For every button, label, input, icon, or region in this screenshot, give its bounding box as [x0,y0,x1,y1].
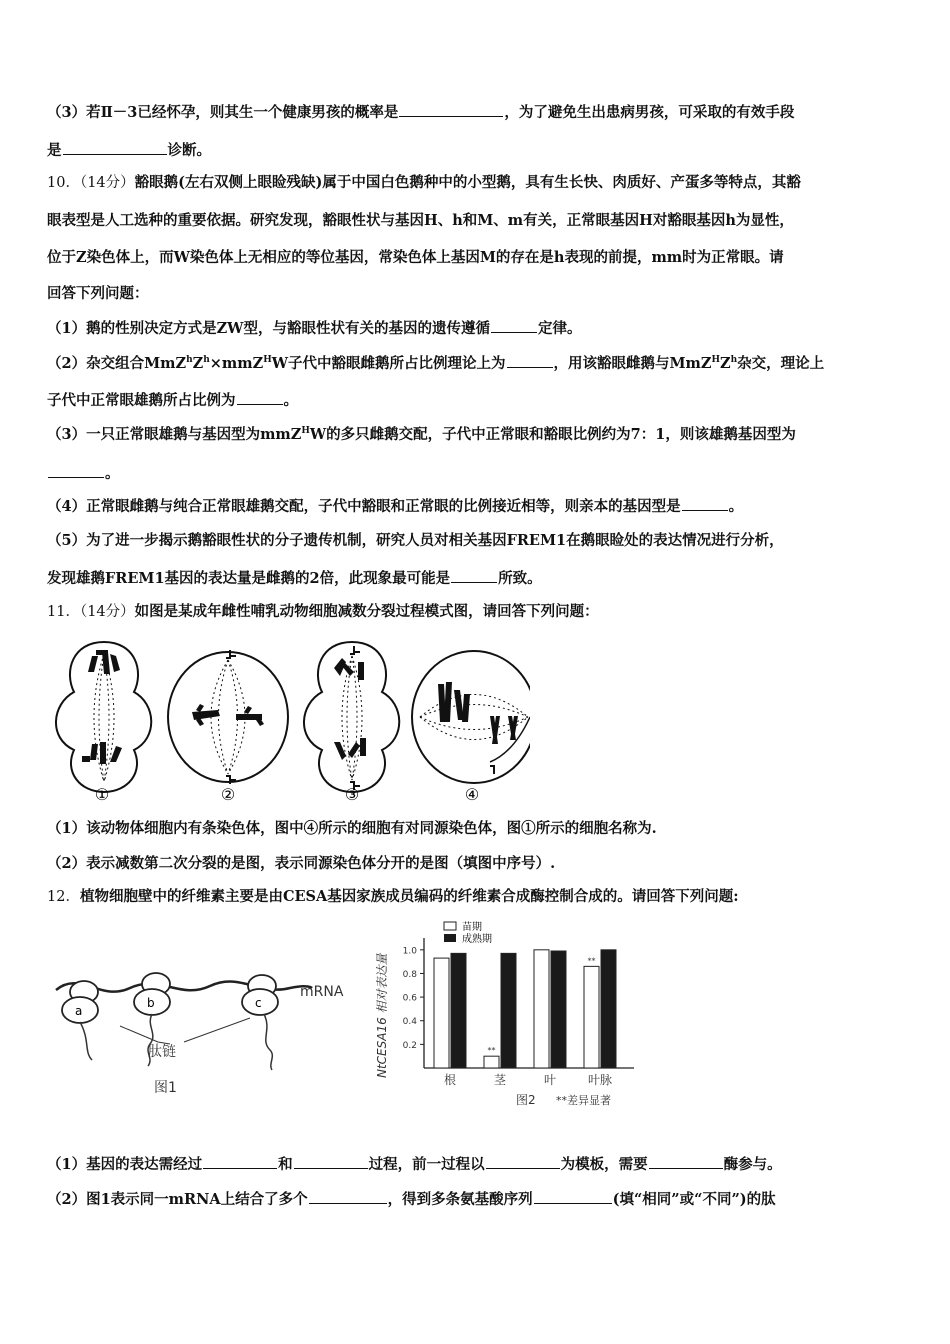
bar-mature-0 [451,953,466,1068]
question-number: 11．（14分） [47,604,135,620]
peptide-chain-label: 肽链 [148,1044,176,1060]
y-tick-label: 0.6 [402,993,417,1004]
significance-mark: ** [587,956,596,966]
q12-part2: （2）图1表示同一mRNA上结合了多个 ，得到多条氨基酸序列 (填“相同”或“不同”)的肽 [47,1191,776,1208]
answer-blank[interactable] [507,353,553,368]
polyribosome-figure [50,930,370,1100]
q10-part3-line2: 。 [47,463,120,484]
cell-label: ③ [344,785,360,804]
answer-blank[interactable] [491,318,537,333]
answer-blank[interactable] [682,496,728,511]
cell-label: ② [220,785,236,804]
q10-intro-line3: 位于Z染色体上，而W染色体上无相应的等位基因，常染色体上基因M的存在是h表现的前提，mm时为正常眼。请 [47,249,784,266]
q9-part3-line1: （3）若Ⅱ－3已经怀孕，则其生一个健康男孩的概率是 ，为了避免生出患病男孩，可采取的有效手段 [47,104,795,121]
q10-part2-line1: （2）杂交组合$MmZ^hZ^h\times mmZ^HW$子代中豁眼雌鹅所占比例理论上为 ，用该豁眼雌鹅与$MmZ^HZ^h$杂交，理论上 [47,355,825,372]
bar-seedling-1 [484,1056,499,1068]
answer-blank[interactable] [451,568,497,583]
q9-part3-line2: 是 诊断。 [47,142,211,159]
q12-intro: 12．植物细胞壁中的纤维素主要是由CESA基因家族成员编码的纤维素合成酶控制合成的。请回答下列问题: [47,888,739,905]
figure-1-caption: 图1 [154,1080,177,1096]
svg-text:c: c [255,996,262,1010]
answer-blank[interactable] [649,1154,723,1169]
answer-blank[interactable] [399,102,503,117]
y-tick-label: 0.8 [402,969,417,980]
q10-part4: （4）正常眼雌鹅与纯合正常眼雄鹅交配，子代中豁眼和正常眼的比例接近相等，则亲本的基因型是 。 [47,498,744,515]
q11-intro: 11．（14分）如图是某成年雌性哺乳动物细胞减数分裂过程模式图，请回答下列问题： [47,603,599,620]
x-tick-label: 叶 [543,1073,557,1087]
ribosome-b [134,973,170,1015]
mrna-label: mRNA [300,984,344,1000]
legend-swatch-mature [444,934,456,942]
answer-blank[interactable] [294,1154,368,1169]
q12-part1: （1）基因的表达需经过 和 过程，前一过程以 为模板，需要 酶参与。 [47,1156,782,1173]
cell-label: ④ [464,785,480,804]
q10-intro-line4: 回答下列问题： [47,285,149,302]
bar-mature-2 [551,951,566,1068]
svg-text:b: b [147,996,155,1010]
q10-intro-line1: 10．（14分）豁眼鹅(左右双侧上眼睑残缺)属于中国白色鹅种中的小型鹅，具有生长快、肉质好、产蛋多等特点，其豁 [47,174,801,191]
y-tick-label: 0.2 [402,1040,417,1051]
question-number: 10．（14分） [47,175,135,191]
y-tick-label: 1.0 [402,946,417,957]
chart-legend [444,920,492,945]
bar-seedling-0 [434,958,449,1068]
q11-part1: （1）该动物体细胞内有条染色体，图中④所示的细胞有对同源染色体，图①所示的细胞名称为. [47,820,657,837]
answer-blank[interactable] [203,1154,277,1169]
legend-label: 苗期 [462,922,482,933]
cell-1 [56,642,151,804]
bar-seedling-2 [534,950,549,1068]
figure-2-caption: 图2 [516,1093,536,1107]
answer-blank[interactable] [309,1189,387,1204]
legend-label: 成熟期 [462,934,492,945]
meiosis-cells-figure [44,632,530,804]
bar-mature-3 [601,950,616,1068]
y-tick-label: 0.4 [402,1017,417,1028]
significance-mark: ** [487,1046,496,1056]
cell-4 [412,651,530,804]
answer-blank[interactable] [237,390,283,405]
q10-part5-line2: 发现雄鹅FREM1基因的表达量是雌鹅的2倍，此现象最可能是 所致。 [47,570,542,587]
q10-part2-line2: 子代中正常眼雄鹅所占比例为 。 [47,392,298,409]
x-tick-label: 叶脉 [587,1073,613,1087]
q10-part3-line1: （3）一只正常眼雄鹅与基因型为mmZ$^H$W的多只雌鹅交配，子代中正常眼和豁眼比例约为7：1，则该雄鹅基因型为 [47,426,796,443]
x-tick-label: 茎 [493,1073,507,1087]
x-tick-label: 根 [443,1073,457,1087]
y-axis-label: NtCESA16 相对表达量 [375,953,389,1078]
bar-mature-1 [501,953,516,1068]
cell-3 [304,642,399,804]
significance-note: **差异显著 [556,1094,611,1107]
q11-part2: （2）表示减数第二次分裂的是图，表示同源染色体分开的是图（填图中序号）. [47,855,556,872]
q10-part5-line1: （5）为了进一步揭示鹅豁眼性状的分子遗传机制，研究人员对相关基因FREM1在鹅眼睑处的表达情况进行分析， [47,532,784,549]
cell-2 [168,650,288,804]
q10-part1: （1）鹅的性别决定方式是ZW型，与豁眼性状有关的基因的遗传遵循 定律。 [47,320,582,337]
answer-blank[interactable] [63,140,167,155]
ribosome-c [242,975,278,1015]
answer-blank[interactable] [486,1154,560,1169]
answer-blank[interactable] [48,463,104,478]
q10-intro-line2: 眼表型是人工选种的重要依据。研究发现，豁眼性状与基因H、h和M、m有关，正常眼基因H对豁眼基因h为显性， [47,212,794,229]
cell-label: ① [94,785,110,804]
legend-swatch-seedling [444,922,456,930]
bar-seedling-3 [584,966,599,1068]
ribosome-a [62,981,98,1023]
question-number: 12． [47,889,80,905]
cesa16-expression-chart [372,918,652,1118]
svg-text:a: a [75,1004,83,1018]
answer-blank[interactable] [534,1189,612,1204]
